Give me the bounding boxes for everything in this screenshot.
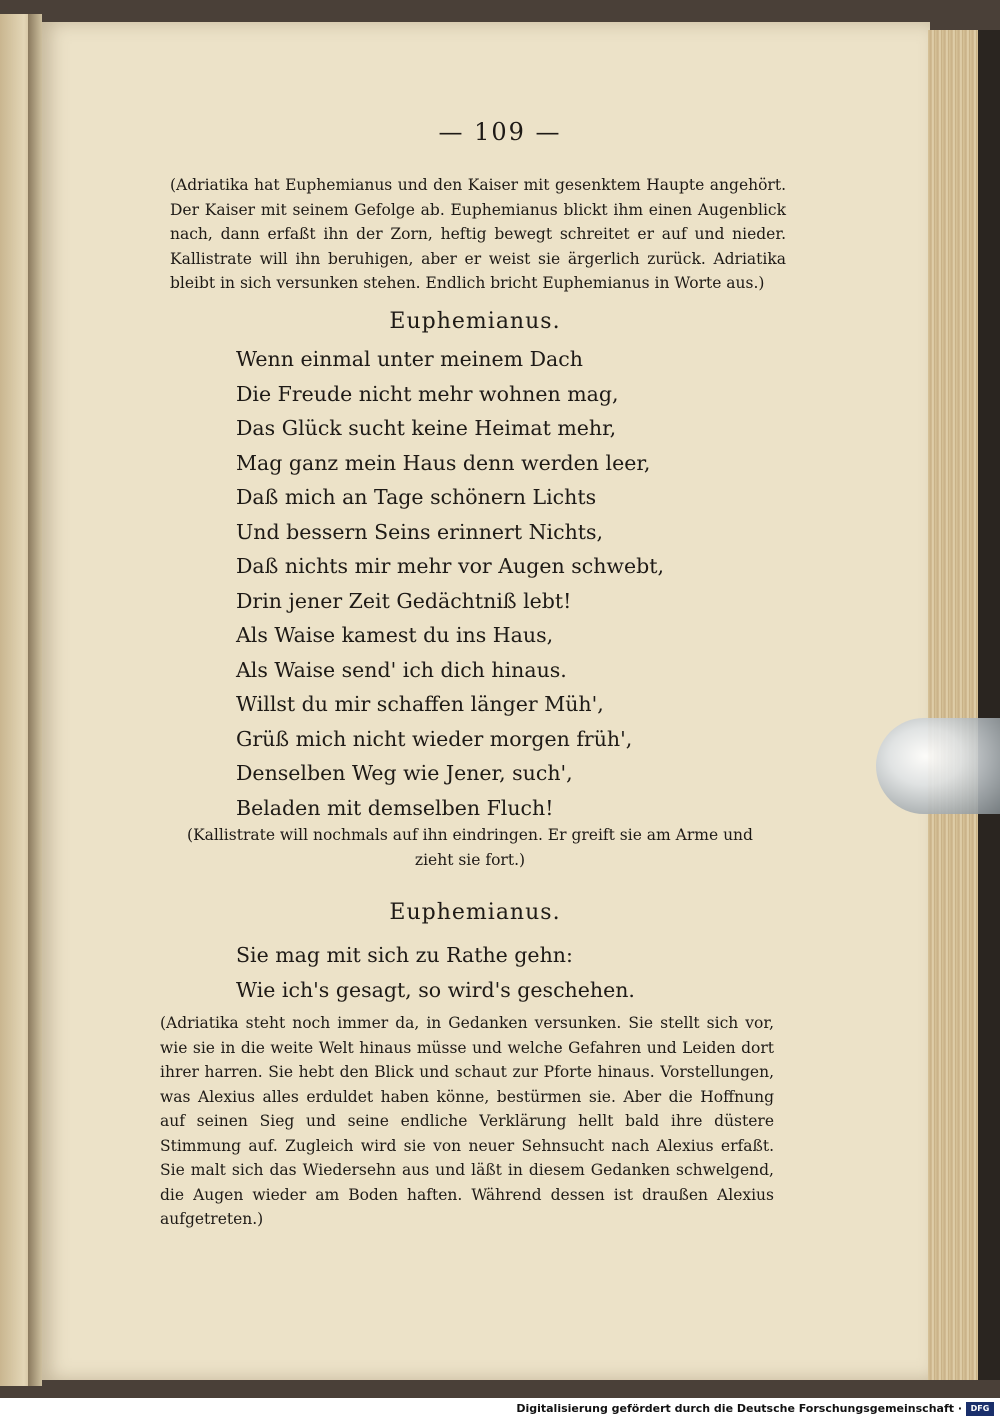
stage-direction-1: (Adriatika hat Euphemianus und den Kaiser mit gesenktem Haupte angehört. Der Kaiser mit seinem Gefolge ab. Euphemianus blickt ihm einen Augenblick nach, dann erfaßt ihn der Zorn, heftig bewegt schreitet er auf und nieder. Kallistrate will ihn beruhigen, aber er weist sie ärgerlich zurück. Adriatika bleibt in sich versunken stehen. Endlich bricht Euphemianus in Worte aus.) — [170, 176, 786, 292]
verse-line: Daß mich an Tage schönern Lichts — [236, 485, 597, 509]
verse-line: Sie mag mit sich zu Rathe gehn: — [236, 943, 573, 967]
verse-block-2 — [236, 938, 796, 1007]
verse-line: Wie ich's gesagt, so wird's geschehen. — [236, 977, 635, 1002]
scanner-border — [978, 30, 1000, 1380]
verse-line: Als Waise kamest du ins Haus, — [236, 623, 554, 647]
page-edges — [928, 30, 978, 1380]
verse-line: Mag ganz mein Haus denn werden leer, — [236, 450, 651, 475]
verse-line: Als Waise send' ich dich hinaus. — [236, 657, 567, 682]
stage-direction-2: (Kallistrate will nochmals auf ihn eindringen. Er greift sie am Arme und zieht sie fort.) — [187, 826, 753, 869]
verse-line: Die Freude nicht mehr wohnen mag, — [236, 381, 619, 406]
verse-line: Drin jener Zeit Gedächtniß lebt! — [236, 588, 572, 613]
page-holder-clip — [876, 718, 1000, 814]
dfg-logo: DFG — [966, 1402, 994, 1416]
verse-block-1 — [236, 342, 796, 825]
speaker-name-1: Euphemianus. — [389, 309, 561, 334]
page-number: — 109 — — [438, 118, 562, 146]
verse-line: Wenn einmal unter meinem Dach — [236, 347, 583, 371]
book-gutter — [28, 14, 42, 1386]
verse-line: Grüß mich nicht wieder morgen früh', — [236, 726, 633, 751]
stage-direction-3: (Adriatika steht noch immer da, in Gedanken versunken. Sie stellt sich vor, wie sie in die weite Welt hinaus müsse und welche Gefahren und Leiden dort ihrer harren. Sie hebt den Blick und schaut zur Pforte hinaus. Vorstellungen, was Alexius alles erduldet haben könne, bestürmen sie. Aber die Hoffnung auf seinen Sieg und seine endliche Verklärung hellt bald ihre düstere Stimmung auf. Zugleich wird sie von neuer Sehnsucht nach Alexius erfaßt. Sie malt sich das Wiedersehn aus und läßt in diesem Gedanken schwelgend, die Augen wieder am Boden haften. Während dessen ist draußen Alexius aufgetreten.) — [160, 1014, 774, 1228]
footer-credit-text: Digitalisierung gefördert durch die Deutsche Forschungsgemeinschaft · — [516, 1402, 962, 1415]
verse-line: Und bessern Seins erinnert Nichts, — [236, 519, 604, 544]
digitization-footer — [0, 1398, 1000, 1420]
verse-line: Denselben Weg wie Jener, such', — [236, 761, 573, 785]
verse-line: Das Glück sucht keine Heimat mehr, — [236, 416, 617, 440]
verse-line: Daß nichts mir mehr vor Augen schwebt, — [236, 554, 664, 578]
speaker-name-2: Euphemianus. — [389, 900, 561, 925]
verse-line: Willst du mir schaffen länger Müh', — [236, 692, 604, 716]
verse-line: Beladen mit demselben Fluch! — [236, 795, 554, 820]
